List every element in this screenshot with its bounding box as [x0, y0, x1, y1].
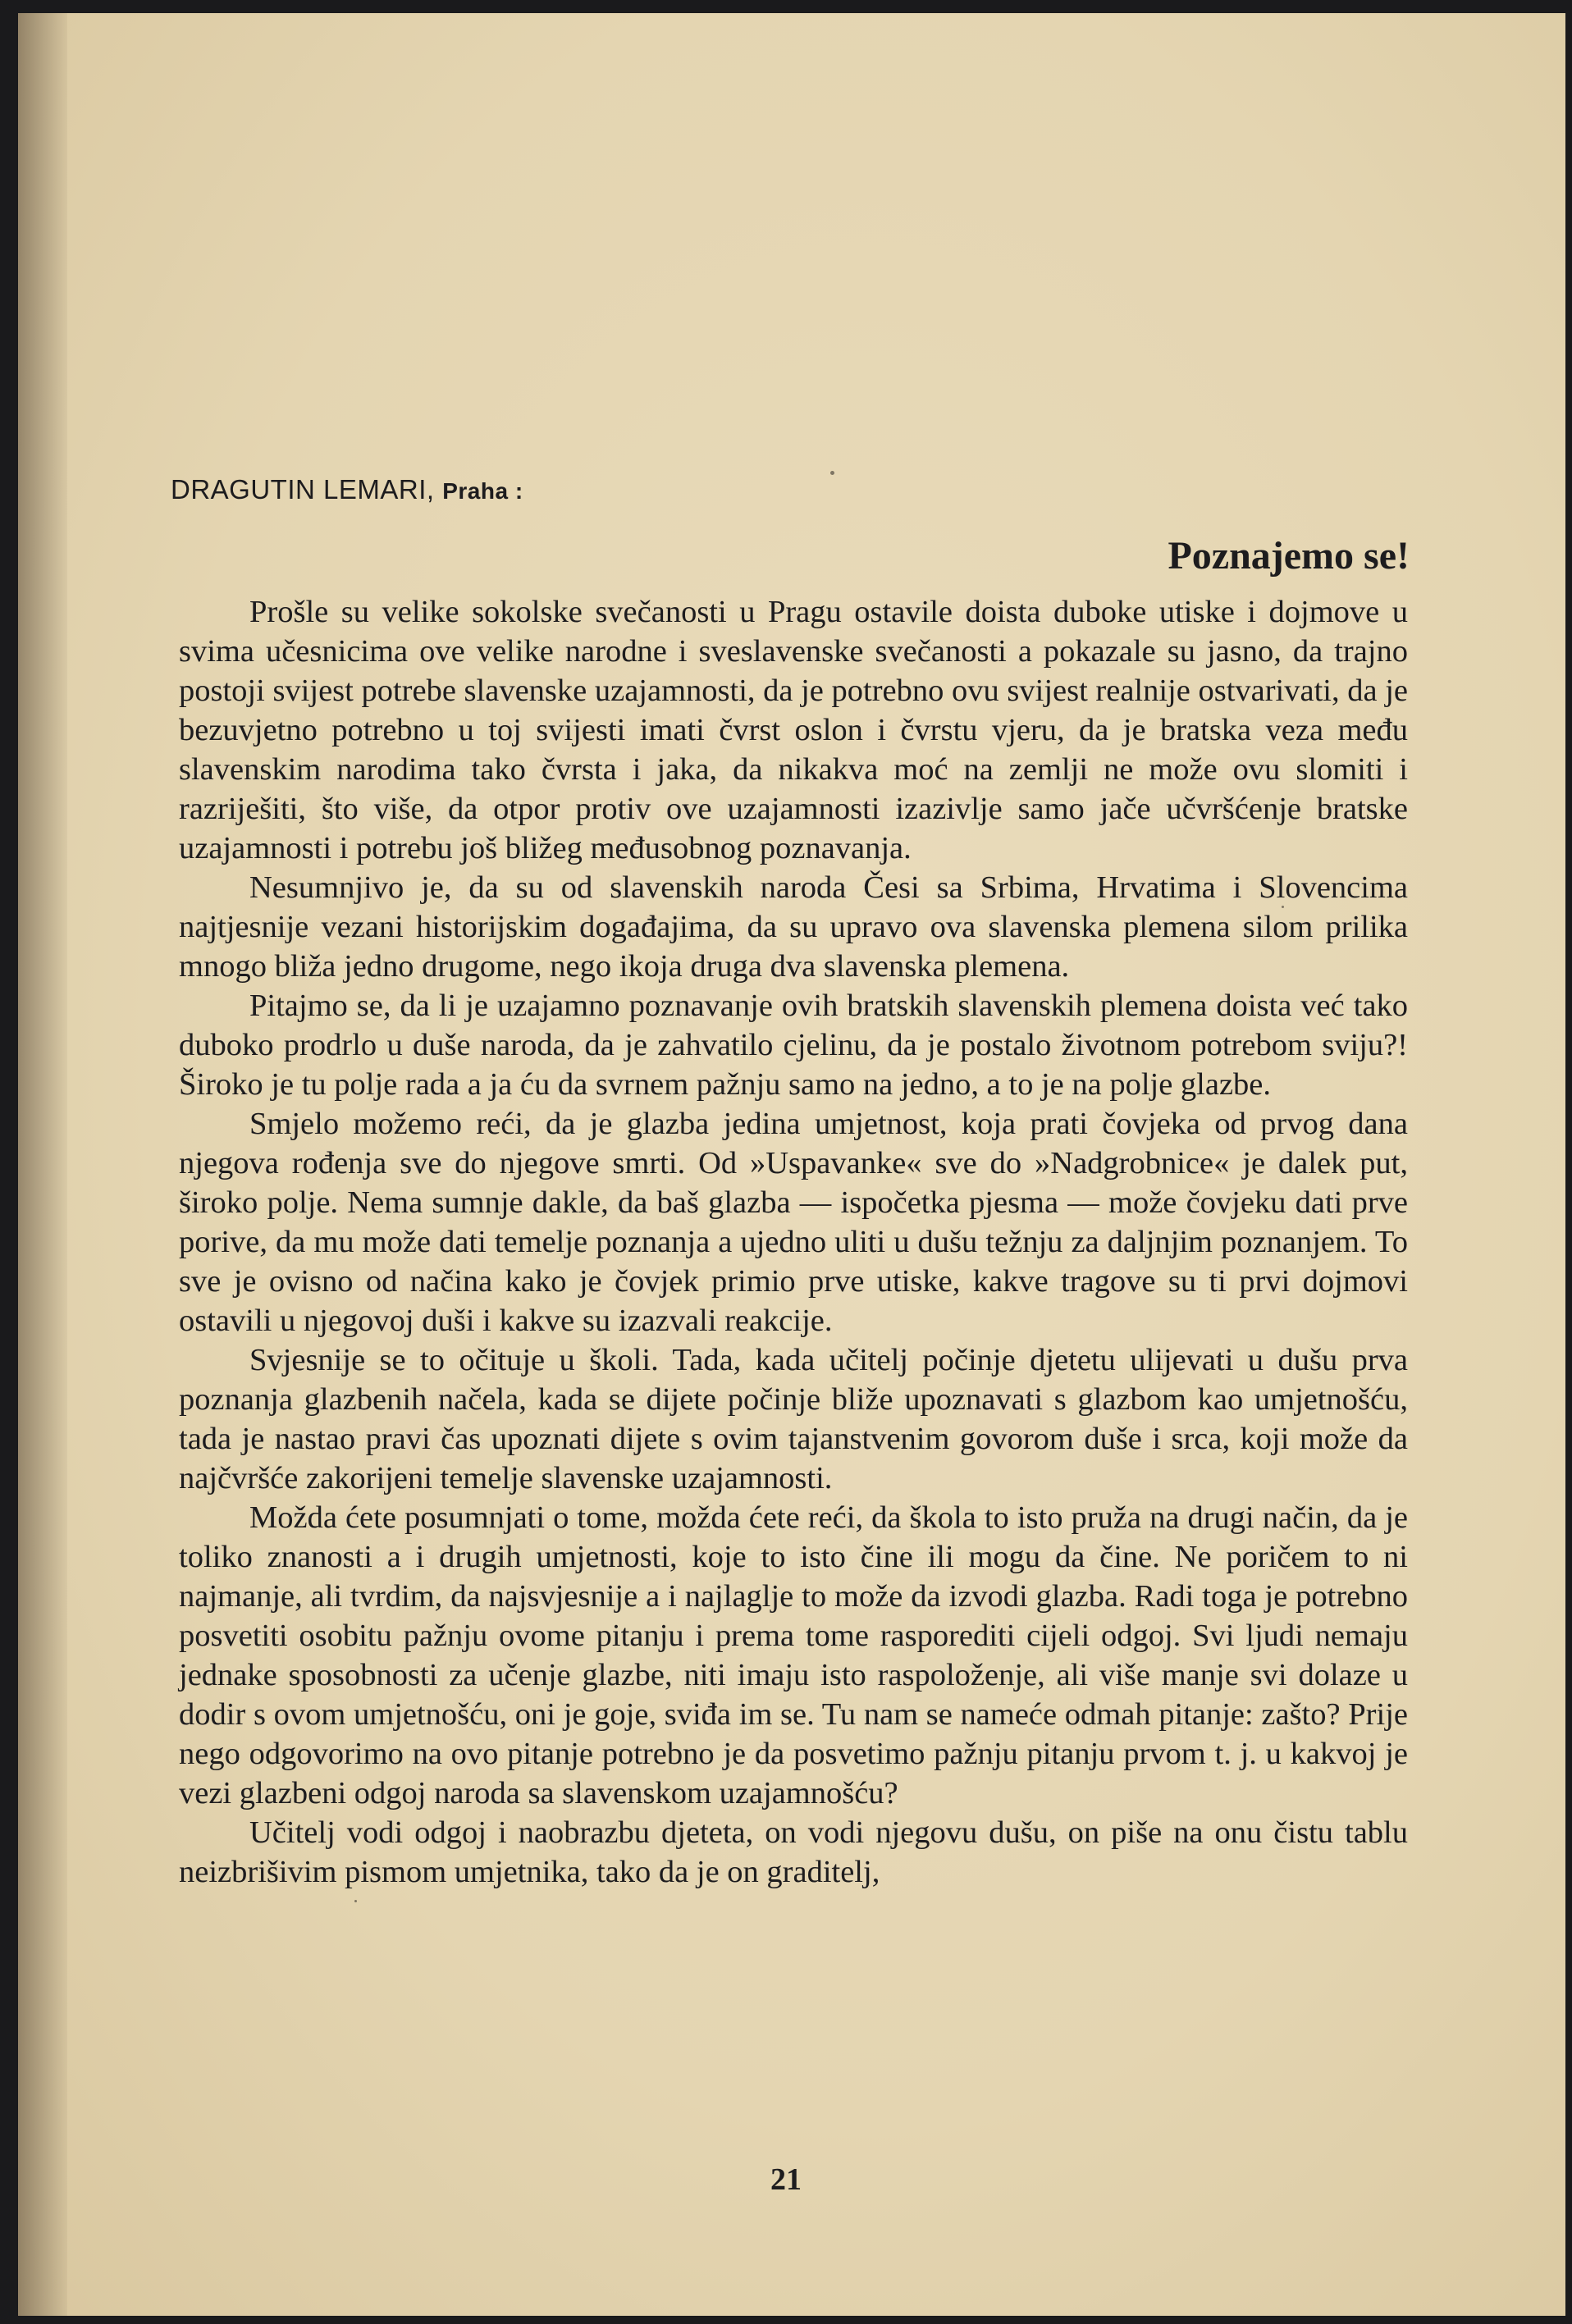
paragraph: Svjesnije se to očituje u školi. Tada, kada učitelj počinje djetetu ulijevati u dušu prva poznanja glazbenih načela, kada se dijete počinje bliže upoznavati s glazbom kao umjetnošću, tada je nastao pravi čas upoznati dijete s ovim tajanstvenim govorom duše i srca, koji može da najčvršće zakorijeni temelje slavenske uzajamnosti.	[179, 1343, 1408, 1495]
paragraph: Učitelj vodi odgoj i naobrazbu djeteta, on vodi njegovu dušu, on piše na onu čistu tablu neizbrišivim pismom umjetnika, tako da je on graditelj,	[179, 1815, 1408, 1889]
author-byline	[171, 474, 523, 505]
paragraph: Prošle su velike sokolske svečanosti u Pragu ostavile doista duboke utiske i dojmove u svima učesnicima ove velike narodne i sveslavenske svečanosti a pokazale su jasno, da trajno postoji svijest potrebe slavenske uzajamnosti, da je potrebno ovu svijest realnije ostvarivati, da je bezuvjetno potrebno u toj svijesti imati čvrst oslon i čvrstu vjeru, da je bratska veza među slavenskim narodima tako čvrsta i jaka, da nikakva moć na zemlji ne može ovu slomiti i razriješiti, što više, da otpor protiv ove uzajamnosti izazivlje samo jače učvršćenje bratske uzajamnosti i potrebu još bližeg međusobnog poznavanja.	[179, 595, 1408, 865]
paragraph: Nesumnjivo je, da su od slavenskih naroda Česi sa Srbima, Hrvatima i Slovencima najtjesnije vezani historijskim događajima, da su upravo ova slavenska plemena silom prilika mnogo bliža jedno drugome, nego ikoja druga dva slavenska plemena.	[179, 870, 1408, 984]
article-body	[179, 592, 1408, 2151]
paragraph: Možda ćete posumnjati o tome, možda ćete reći, da škola to isto pruža na drugi način, da je toliko znanosti a i drugih umjetnosti, koje to isto čine ili mogu da čine. Ne poričem to ni najmanje, ali tvrdim, da najsvjesnije a i najlaglje to može da izvodi glazba. Radi toga je potrebno posvetiti osobitu pažnju ovome pitanju i prema tome rasporediti cijeli odgoj. Svi ljudi nemaju jednake sposobnosti za učenje glazbe, niti imaju isto raspoloženje, ali više manje svi dolaze u dodir s ovom umjetnošću, oni je goje, sviđa im se. Tu nam se nameće odmah pitanje: zašto? Prije nego odgovorimo na ovo pitanje potrebno je da posvetimo pažnju pitanju prvom t. j. u kakvoj je vezi glazbeni odgoj naroda sa slavenskom uzajamnošću?	[179, 1500, 1408, 1810]
article-title: Poznajemo se!	[1168, 534, 1410, 578]
paragraph: Pitajmo se, da li je uzajamno poznavanje ovih bratskih slavenskih plemena doista već tako duboko prodrlo u duše naroda, da je zahvatilo cjelinu, da je postalo životnom potrebom sviju?! Široko je tu polje rada a ja ću da svrnem pažnju samo na jedno, a to je na polje glazbe.	[179, 988, 1408, 1102]
page-number: 21	[770, 2162, 802, 2197]
author-name: DRAGUTIN LEMARI,	[171, 474, 435, 505]
binding-gutter	[18, 13, 67, 2316]
paragraph: Smjelo možemo reći, da je glazba jedina umjetnost, koja prati čovjeka od prvog dana njegova rođenja sve do njegove smrti. Od »Uspavanke« sve do »Nadgrobnice« je dalek put, široko polje. Nema sumnje dakle, da baš glazba — ispočetka pjesma — može čovjeku dati prve porive, da mu može dati temelje poznanja a ujedno uliti u dušu težnju za daljnjim poznanjem. To sve je ovisno od načina kako je čovjek primio prve utiske, kakve tragove su ti prvi dojmovi ostavili u njegovoj duši i kakve su izazvali reakcije.	[179, 1107, 1408, 1338]
paper-speck	[830, 471, 834, 475]
author-place: Praha :	[442, 478, 523, 504]
